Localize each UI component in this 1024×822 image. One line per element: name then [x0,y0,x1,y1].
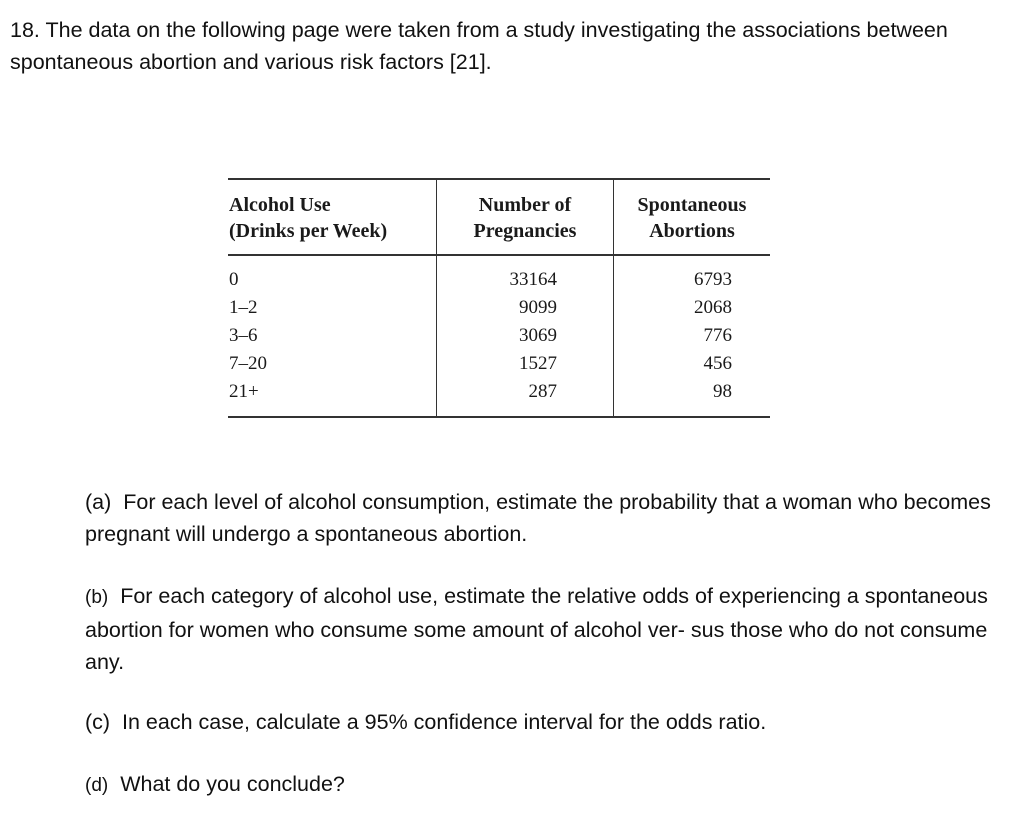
question-text: For each level of alcohol consumption, estimate the probability that a woman who becomes pregnant will undergo a spontaneous abortion. [85,490,991,546]
question-b [85,580,995,678]
question-label: (a) [85,490,112,514]
table-cell: 0 [229,269,239,290]
table-cell: 287 [528,381,557,402]
table-cell: 6793 [694,269,732,290]
table-cell: 98 [713,381,732,402]
abortions-column [614,255,771,417]
table-header-row [228,179,770,255]
data-table [228,178,770,418]
table-body-row [228,255,770,417]
table-cell: 7–20 [229,353,267,374]
question-text: In each case, calculate a 95% confidence interval for the odds ratio. [122,710,767,734]
question-label: (b) [85,587,109,608]
table-cell: 1527 [519,353,557,374]
table-cell: 3–6 [229,325,258,346]
question-c [85,706,995,738]
table-cell: 3069 [519,325,557,346]
header-number-of-pregnancies: Number of Pregnancies [437,179,614,255]
question-d [85,768,995,802]
question-text: For each category of alcohol use, estimate the relative odds of experiencing a spontaneous abortion for women who consume some amount of alcohol ver- sus those who do not consume any. [85,584,988,674]
table-cell: 776 [703,325,732,346]
question-label: (c) [85,710,111,734]
table-cell: 9099 [519,297,557,318]
alcohol-abortion-table [228,178,770,418]
header-alcohol-use: Alcohol Use (Drinks per Week) [228,179,437,255]
pregnancies-column [437,255,614,417]
problem-statement: 18. The data on the following page were taken from a study investigating the associations between spontaneous abortion and various risk factors [21]. [10,18,948,74]
header-spontaneous-abortions: Spontaneous Abortions [614,179,771,255]
question-text: What do you conclude? [120,772,345,796]
question-a [85,486,995,550]
table-cell: 21+ [229,381,259,402]
table-cell: 2068 [694,297,732,318]
question-label: (d) [85,775,109,796]
table-cell: 1–2 [229,297,258,318]
table-cell: 33164 [509,269,557,290]
alcohol-use-column [228,255,437,417]
table-cell: 456 [703,353,732,374]
